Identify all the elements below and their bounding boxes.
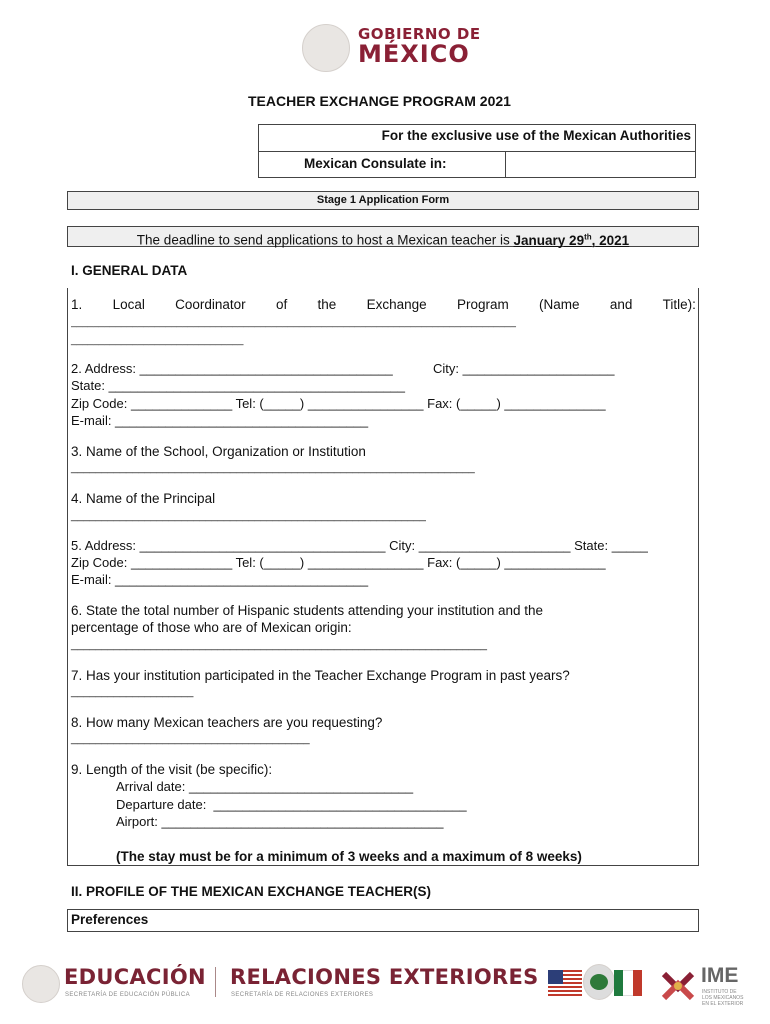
footer-educacion-sub: SECRETARÍA DE EDUCACIÓN PÚBLICA (65, 992, 190, 998)
deadline-date-suffix: th (584, 232, 592, 241)
gov-header-line2: MÉXICO (358, 40, 470, 68)
q9-arrival-field[interactable]: Arrival date: _______________________________ (116, 779, 414, 794)
q9-airport-field[interactable]: Airport: _______________________________________ (116, 814, 444, 829)
section-profile-title: II. PROFILE OF THE MEXICAN EXCHANGE TEACHER(S) (71, 884, 432, 899)
document-title: TEACHER EXCHANGE PROGRAM 2021 (248, 93, 511, 109)
stay-note: (The stay must be for a minimum of 3 weeks and a maximum of 8 weeks) (116, 849, 582, 864)
stage-bar (67, 191, 699, 210)
preferences-label: Preferences (71, 912, 149, 927)
government-seal-icon (302, 24, 350, 72)
q1-label: 1. Local Coordinator of the Exchange Program (Name and Title): (71, 297, 696, 312)
us-flag-icon (548, 970, 582, 996)
footer-ime-sub2: LOS MEXICANOS (702, 995, 744, 1001)
q5-address-city-state-field[interactable]: 5. Address: __________________________________ City: _____________________ State: _____ (71, 538, 648, 553)
q2-zip-tel-fax-field[interactable]: Zip Code: ______________ Tel: (_____) ________________ Fax: (_____) ______________ (71, 396, 606, 411)
bilateral-seal-icon (583, 964, 615, 1000)
mexico-flag-icon (614, 970, 642, 996)
deadline-date: January 29 (513, 232, 585, 248)
authority-box (258, 124, 696, 178)
q2-email-field[interactable]: E-mail: ___________________________________ (71, 413, 369, 428)
ime-logo-icon (660, 968, 696, 1004)
q1-input-line1[interactable]: ________________________________________________________________________________ (71, 317, 516, 328)
q6-label-line1: 6. State the total number of Hispanic students attending your institution and the (71, 603, 544, 618)
q5-email-field[interactable]: E-mail: ___________________________________ (71, 572, 369, 587)
footer-ime-sub3: EN EL EXTERIOR (702, 1001, 744, 1007)
section-general-data-title: I. GENERAL DATA (71, 263, 188, 278)
footer-ime: IME (701, 964, 739, 987)
authority-row1: For the exclusive use of the Mexican Authorities (381, 128, 691, 143)
footer-relaciones-sub: SECRETARÍA DE RELACIONES EXTERIORES (231, 992, 374, 998)
footer-relaciones: RELACIONES EXTERIORES (230, 965, 539, 989)
q6-label-line2: percentage of those who are of Mexican origin: (71, 620, 352, 635)
q7-input-line[interactable]: ____________________ (71, 686, 194, 698)
q1-input-line2[interactable]: _______________________________ (71, 335, 244, 346)
q8-input-line[interactable]: _______________________________________ (71, 733, 310, 745)
q5-zip-tel-fax-field[interactable]: Zip Code: ______________ Tel: (_____) ________________ Fax: (_____) ______________ (71, 555, 606, 570)
footer-educacion: EDUCACIÓN (64, 965, 206, 989)
q3-label: 3. Name of the School, Organization or Institution (71, 444, 366, 459)
gov-header-line1: GOBIERNO DE (358, 25, 481, 43)
consulate-input[interactable] (507, 152, 694, 177)
q2-state-field[interactable]: State: _________________________________________ (71, 378, 406, 393)
q9-departure-field[interactable]: Departure date: ___________________________________ (116, 797, 467, 812)
authority-row2: Mexican Consulate in: (304, 156, 447, 171)
q6-input-line[interactable]: ____________________________________________________________________ (71, 639, 488, 651)
q4-input-line[interactable]: __________________________________________________________ (71, 510, 426, 522)
q7-label: 7. Has your institution participated in the Teacher Exchange Program in past years? (71, 668, 570, 683)
q3-input-line[interactable]: __________________________________________________________________ (71, 462, 475, 474)
sep-seal-icon (22, 965, 60, 1003)
q4-label: 4. Name of the Principal (71, 491, 216, 506)
q2-city-field[interactable]: City: _____________________ (433, 361, 615, 376)
preferences-box[interactable] (67, 909, 699, 932)
footer-divider (215, 967, 216, 997)
q2-address-field[interactable]: 2. Address: ___________________________________ (71, 361, 393, 376)
deadline-bar (67, 226, 699, 247)
deadline-year: , 2021 (591, 232, 630, 248)
stage-label: Stage 1 Application Form (316, 194, 450, 206)
deadline-prefix: The deadline to send applications to host a Mexican teacher is (136, 232, 514, 248)
footer-ime-sub1: INSTITUTO DE (702, 989, 737, 995)
q9-label: 9. Length of the visit (be specific): (71, 762, 273, 777)
q8-label: 8. How many Mexican teachers are you requesting? (71, 715, 383, 730)
